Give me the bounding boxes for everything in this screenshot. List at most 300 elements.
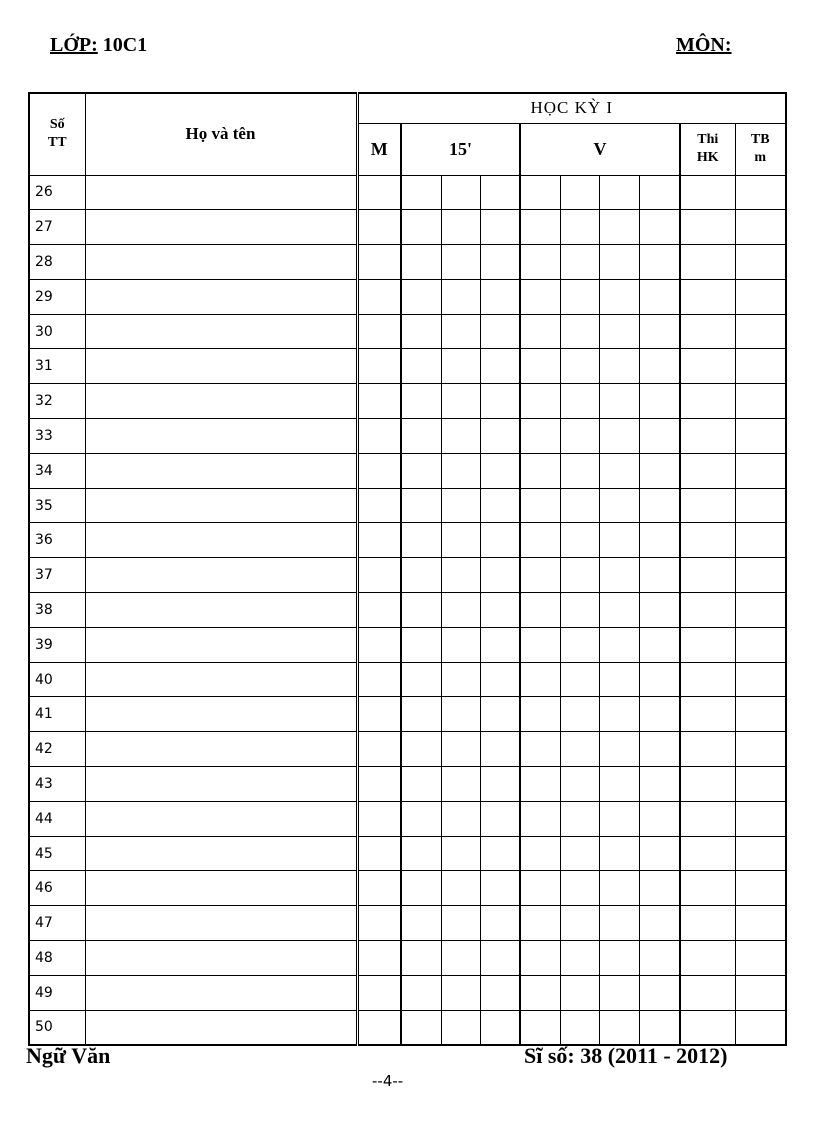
- grade-cell[interactable]: [735, 871, 786, 906]
- grade-cell[interactable]: [560, 697, 599, 732]
- grade-cell[interactable]: [357, 314, 401, 349]
- grade-cell[interactable]: [480, 1010, 520, 1045]
- name-cell[interactable]: [85, 1010, 357, 1045]
- grade-cell[interactable]: [680, 627, 735, 662]
- grade-cell[interactable]: [480, 419, 520, 454]
- grade-cell[interactable]: [639, 627, 680, 662]
- grade-cell[interactable]: [480, 871, 520, 906]
- name-cell[interactable]: [85, 627, 357, 662]
- grade-cell[interactable]: [639, 941, 680, 976]
- name-cell[interactable]: [85, 279, 357, 314]
- table-row: [29, 349, 786, 384]
- grade-cell[interactable]: [560, 245, 599, 280]
- grade-cell[interactable]: [735, 975, 786, 1010]
- table-row: [29, 1010, 786, 1045]
- grade-cell[interactable]: [520, 801, 560, 836]
- grade-cell[interactable]: [599, 314, 639, 349]
- grade-cell[interactable]: [480, 210, 520, 245]
- name-cell[interactable]: [85, 593, 357, 628]
- name-cell[interactable]: [85, 175, 357, 210]
- grade-cell[interactable]: [560, 871, 599, 906]
- grade-cell[interactable]: [520, 697, 560, 732]
- grade-cell[interactable]: [639, 697, 680, 732]
- grade-cell[interactable]: [680, 1010, 735, 1045]
- grade-cell[interactable]: [520, 767, 560, 802]
- grade-cell[interactable]: [357, 488, 401, 523]
- grade-cell[interactable]: [599, 558, 639, 593]
- grade-cell[interactable]: [441, 523, 480, 558]
- grade-cell[interactable]: [599, 419, 639, 454]
- name-cell[interactable]: [85, 697, 357, 732]
- grade-cell[interactable]: [599, 279, 639, 314]
- grade-cell[interactable]: [560, 627, 599, 662]
- name-cell[interactable]: [85, 941, 357, 976]
- grade-cell[interactable]: [560, 1010, 599, 1045]
- grade-cell[interactable]: [680, 871, 735, 906]
- grade-cell[interactable]: [357, 175, 401, 210]
- grade-cell[interactable]: [401, 906, 441, 941]
- name-cell[interactable]: [85, 732, 357, 767]
- grade-cell[interactable]: [520, 941, 560, 976]
- grade-cell[interactable]: [680, 906, 735, 941]
- grade-cell[interactable]: [357, 419, 401, 454]
- grade-cell[interactable]: [735, 488, 786, 523]
- grade-cell[interactable]: [441, 210, 480, 245]
- grade-cell[interactable]: [599, 801, 639, 836]
- grade-cell[interactable]: [639, 767, 680, 802]
- grade-cell[interactable]: [599, 384, 639, 419]
- grade-cell[interactable]: [357, 210, 401, 245]
- grade-cell[interactable]: [735, 593, 786, 628]
- grade-cell[interactable]: [441, 593, 480, 628]
- grade-cell[interactable]: [599, 523, 639, 558]
- grade-cell[interactable]: [441, 767, 480, 802]
- table-row: [29, 558, 786, 593]
- grade-cell[interactable]: [357, 558, 401, 593]
- grade-cell[interactable]: [520, 245, 560, 280]
- grade-cell[interactable]: [357, 836, 401, 871]
- grade-cell[interactable]: [401, 175, 441, 210]
- grade-cell[interactable]: [401, 801, 441, 836]
- grade-cell[interactable]: [735, 419, 786, 454]
- grade-cell[interactable]: [639, 801, 680, 836]
- grade-cell[interactable]: [441, 419, 480, 454]
- name-cell[interactable]: [85, 488, 357, 523]
- row-number: 37: [29, 558, 85, 593]
- grade-cell[interactable]: [480, 975, 520, 1010]
- grade-cell[interactable]: [639, 453, 680, 488]
- grade-cell[interactable]: [357, 593, 401, 628]
- grade-cell[interactable]: [480, 384, 520, 419]
- row-number: 31: [29, 349, 85, 384]
- grade-cell[interactable]: [441, 175, 480, 210]
- grade-cell[interactable]: [480, 836, 520, 871]
- grade-cell[interactable]: [401, 384, 441, 419]
- grade-cell[interactable]: [560, 175, 599, 210]
- grade-cell[interactable]: [639, 662, 680, 697]
- grade-cell[interactable]: [680, 175, 735, 210]
- grade-cell[interactable]: [639, 488, 680, 523]
- grade-cell[interactable]: [639, 349, 680, 384]
- grade-cell[interactable]: [520, 175, 560, 210]
- grade-cell[interactable]: [599, 245, 639, 280]
- grade-cell[interactable]: [680, 662, 735, 697]
- grade-cell[interactable]: [480, 349, 520, 384]
- grade-cell[interactable]: [441, 1010, 480, 1045]
- grade-cell[interactable]: [357, 384, 401, 419]
- grade-cell[interactable]: [560, 767, 599, 802]
- grade-cell[interactable]: [357, 767, 401, 802]
- grade-cell[interactable]: [560, 210, 599, 245]
- grade-cell[interactable]: [441, 279, 480, 314]
- grade-cell[interactable]: [680, 314, 735, 349]
- grade-cell[interactable]: [357, 662, 401, 697]
- row-number: 29: [29, 279, 85, 314]
- name-cell[interactable]: [85, 314, 357, 349]
- grade-cell[interactable]: [480, 279, 520, 314]
- grade-cell[interactable]: [441, 245, 480, 280]
- name-cell[interactable]: [85, 906, 357, 941]
- col-15-header: 15': [401, 123, 520, 175]
- grade-cell[interactable]: [680, 453, 735, 488]
- grade-cell[interactable]: [441, 906, 480, 941]
- grade-cell[interactable]: [560, 314, 599, 349]
- grade-cell[interactable]: [520, 593, 560, 628]
- grade-cell[interactable]: [735, 523, 786, 558]
- grade-cell[interactable]: [639, 175, 680, 210]
- name-cell[interactable]: [85, 523, 357, 558]
- grade-cell[interactable]: [735, 314, 786, 349]
- grade-cell[interactable]: [441, 871, 480, 906]
- row-number: 44: [29, 801, 85, 836]
- grade-cell[interactable]: [441, 697, 480, 732]
- grade-cell[interactable]: [735, 767, 786, 802]
- grade-cell[interactable]: [735, 662, 786, 697]
- grade-cell[interactable]: [599, 593, 639, 628]
- grade-cell[interactable]: [401, 697, 441, 732]
- grade-cell[interactable]: [480, 245, 520, 280]
- grade-cell[interactable]: [560, 941, 599, 976]
- grade-cell[interactable]: [520, 906, 560, 941]
- grade-cell[interactable]: [735, 558, 786, 593]
- grade-cell[interactable]: [441, 732, 480, 767]
- grade-cell[interactable]: [401, 941, 441, 976]
- grade-cell[interactable]: [520, 488, 560, 523]
- row-number: 39: [29, 627, 85, 662]
- grade-cell[interactable]: [639, 906, 680, 941]
- grade-cell[interactable]: [357, 732, 401, 767]
- grade-cell[interactable]: [560, 558, 599, 593]
- grade-cell[interactable]: [680, 279, 735, 314]
- grade-cell[interactable]: [639, 384, 680, 419]
- grade-cell[interactable]: [520, 1010, 560, 1045]
- grade-cell[interactable]: [599, 975, 639, 1010]
- grade-cell[interactable]: [735, 1010, 786, 1045]
- grade-cell[interactable]: [599, 697, 639, 732]
- table-row: [29, 767, 786, 802]
- grade-cell[interactable]: [735, 836, 786, 871]
- grade-cell[interactable]: [401, 488, 441, 523]
- name-header: Họ và tên: [85, 93, 357, 175]
- grade-cell[interactable]: [735, 697, 786, 732]
- grade-cell[interactable]: [520, 523, 560, 558]
- grade-cell[interactable]: [560, 662, 599, 697]
- grade-cell[interactable]: [480, 627, 520, 662]
- grade-cell[interactable]: [441, 558, 480, 593]
- grade-cell[interactable]: [680, 558, 735, 593]
- row-number: 35: [29, 488, 85, 523]
- grade-cell[interactable]: [639, 314, 680, 349]
- grade-cell[interactable]: [599, 941, 639, 976]
- table-row: [29, 906, 786, 941]
- grade-cell[interactable]: [520, 453, 560, 488]
- grade-cell[interactable]: [401, 210, 441, 245]
- grade-cell[interactable]: [441, 384, 480, 419]
- grade-cell[interactable]: [441, 314, 480, 349]
- grade-cell[interactable]: [560, 419, 599, 454]
- name-cell[interactable]: [85, 836, 357, 871]
- grade-cell[interactable]: [680, 488, 735, 523]
- grade-cell[interactable]: [357, 801, 401, 836]
- grade-cell[interactable]: [560, 488, 599, 523]
- grade-cell[interactable]: [680, 801, 735, 836]
- grade-cell[interactable]: [520, 836, 560, 871]
- grade-cell[interactable]: [401, 627, 441, 662]
- grade-cell[interactable]: [639, 732, 680, 767]
- grade-cell[interactable]: [480, 767, 520, 802]
- grade-cell[interactable]: [441, 941, 480, 976]
- grade-cell[interactable]: [680, 941, 735, 976]
- grade-cell[interactable]: [480, 662, 520, 697]
- grade-cell[interactable]: [735, 627, 786, 662]
- grade-cell[interactable]: [357, 975, 401, 1010]
- grade-cell[interactable]: [680, 732, 735, 767]
- grade-cell[interactable]: [520, 662, 560, 697]
- grade-cell[interactable]: [441, 488, 480, 523]
- grade-cell[interactable]: [401, 767, 441, 802]
- grade-cell[interactable]: [639, 523, 680, 558]
- grade-cell[interactable]: [599, 1010, 639, 1045]
- grade-cell[interactable]: [735, 245, 786, 280]
- grade-cell[interactable]: [560, 453, 599, 488]
- grade-cell[interactable]: [357, 279, 401, 314]
- grade-cell[interactable]: [520, 871, 560, 906]
- grade-cell[interactable]: [441, 349, 480, 384]
- name-cell[interactable]: [85, 801, 357, 836]
- grade-cell[interactable]: [520, 314, 560, 349]
- grade-cell[interactable]: [401, 871, 441, 906]
- grade-cell[interactable]: [680, 245, 735, 280]
- name-cell[interactable]: [85, 419, 357, 454]
- grade-cell[interactable]: [560, 975, 599, 1010]
- grade-cell[interactable]: [560, 732, 599, 767]
- grade-cell[interactable]: [357, 245, 401, 280]
- grade-cell[interactable]: [639, 245, 680, 280]
- name-cell[interactable]: [85, 662, 357, 697]
- grade-cell[interactable]: [401, 349, 441, 384]
- grade-cell[interactable]: [441, 453, 480, 488]
- grade-cell[interactable]: [520, 419, 560, 454]
- grade-cell[interactable]: [735, 906, 786, 941]
- row-number: 40: [29, 662, 85, 697]
- grade-cell[interactable]: [680, 523, 735, 558]
- grade-cell[interactable]: [401, 558, 441, 593]
- grade-cell[interactable]: [480, 732, 520, 767]
- grade-cell[interactable]: [560, 384, 599, 419]
- grade-cell[interactable]: [680, 975, 735, 1010]
- grade-cell[interactable]: [735, 349, 786, 384]
- grade-cell[interactable]: [520, 210, 560, 245]
- row-number: 26: [29, 175, 85, 210]
- grade-cell[interactable]: [441, 627, 480, 662]
- grade-cell[interactable]: [357, 941, 401, 976]
- grade-cell[interactable]: [401, 836, 441, 871]
- grade-cell[interactable]: [357, 1010, 401, 1045]
- grade-cell[interactable]: [401, 975, 441, 1010]
- grade-cell[interactable]: [735, 175, 786, 210]
- grade-cell[interactable]: [480, 523, 520, 558]
- row-number: 49: [29, 975, 85, 1010]
- grade-cell[interactable]: [357, 697, 401, 732]
- grade-cell[interactable]: [680, 767, 735, 802]
- grade-cell[interactable]: [480, 488, 520, 523]
- grade-cell[interactable]: [560, 836, 599, 871]
- col-v-header: V: [520, 123, 680, 175]
- grade-cell[interactable]: [599, 767, 639, 802]
- grade-cell[interactable]: [599, 836, 639, 871]
- grade-cell[interactable]: [357, 453, 401, 488]
- grade-cell[interactable]: [480, 906, 520, 941]
- grade-cell[interactable]: [401, 523, 441, 558]
- grade-cell[interactable]: [520, 627, 560, 662]
- grade-cell[interactable]: [735, 801, 786, 836]
- name-cell[interactable]: [85, 558, 357, 593]
- name-cell[interactable]: [85, 384, 357, 419]
- grade-cell[interactable]: [401, 593, 441, 628]
- grade-cell[interactable]: [599, 175, 639, 210]
- grade-cell[interactable]: [599, 906, 639, 941]
- grade-cell[interactable]: [599, 453, 639, 488]
- name-cell[interactable]: [85, 349, 357, 384]
- grade-cell[interactable]: [560, 801, 599, 836]
- grade-cell[interactable]: [735, 210, 786, 245]
- grade-cell[interactable]: [639, 279, 680, 314]
- grade-cell[interactable]: [599, 662, 639, 697]
- grade-cell[interactable]: [520, 279, 560, 314]
- grade-cell[interactable]: [639, 558, 680, 593]
- name-cell[interactable]: [85, 871, 357, 906]
- grade-cell[interactable]: [599, 488, 639, 523]
- grade-cell[interactable]: [480, 175, 520, 210]
- grade-cell[interactable]: [401, 419, 441, 454]
- grade-cell[interactable]: [639, 975, 680, 1010]
- grade-cell[interactable]: [401, 453, 441, 488]
- grade-cell[interactable]: [480, 697, 520, 732]
- grade-cell[interactable]: [680, 349, 735, 384]
- grade-cell[interactable]: [401, 662, 441, 697]
- grade-cell[interactable]: [735, 941, 786, 976]
- table-row: [29, 453, 786, 488]
- class-value: 10C1: [102, 34, 148, 56]
- grade-cell[interactable]: [401, 279, 441, 314]
- name-cell[interactable]: [85, 767, 357, 802]
- table-row: [29, 210, 786, 245]
- grade-cell[interactable]: [639, 1010, 680, 1045]
- grade-cell[interactable]: [520, 558, 560, 593]
- grade-cell[interactable]: [599, 627, 639, 662]
- grade-cell[interactable]: [401, 732, 441, 767]
- grade-cell[interactable]: [735, 453, 786, 488]
- col-m-header: M: [357, 123, 401, 175]
- grade-cell[interactable]: [480, 941, 520, 976]
- grade-cell[interactable]: [735, 384, 786, 419]
- grade-cell[interactable]: [520, 732, 560, 767]
- name-cell[interactable]: [85, 453, 357, 488]
- grade-cell[interactable]: [560, 593, 599, 628]
- grade-cell[interactable]: [357, 523, 401, 558]
- grade-cell[interactable]: [680, 419, 735, 454]
- grade-cell[interactable]: [639, 593, 680, 628]
- grade-cell[interactable]: [560, 279, 599, 314]
- grade-cell[interactable]: [599, 210, 639, 245]
- grade-cell[interactable]: [639, 419, 680, 454]
- grade-cell[interactable]: [480, 801, 520, 836]
- grade-cell[interactable]: [680, 384, 735, 419]
- grade-cell[interactable]: [639, 871, 680, 906]
- grade-cell[interactable]: [520, 975, 560, 1010]
- grade-cell[interactable]: [639, 836, 680, 871]
- grade-cell[interactable]: [357, 627, 401, 662]
- name-cell[interactable]: [85, 210, 357, 245]
- grade-cell[interactable]: [599, 349, 639, 384]
- grade-cell[interactable]: [480, 593, 520, 628]
- grade-cell[interactable]: [560, 349, 599, 384]
- grade-cell[interactable]: [480, 314, 520, 349]
- grade-cell[interactable]: [401, 245, 441, 280]
- grade-cell[interactable]: [735, 279, 786, 314]
- grade-cell[interactable]: [599, 871, 639, 906]
- grade-cell[interactable]: [441, 662, 480, 697]
- grade-cell[interactable]: [401, 314, 441, 349]
- grade-cell[interactable]: [357, 871, 401, 906]
- grade-cell[interactable]: [441, 836, 480, 871]
- grade-cell[interactable]: [441, 975, 480, 1010]
- grade-cell[interactable]: [639, 210, 680, 245]
- grade-cell[interactable]: [680, 210, 735, 245]
- grade-cell[interactable]: [680, 593, 735, 628]
- table-row: [29, 941, 786, 976]
- grade-cell[interactable]: [520, 384, 560, 419]
- name-cell[interactable]: [85, 245, 357, 280]
- grade-cell[interactable]: [357, 349, 401, 384]
- grade-cell[interactable]: [480, 453, 520, 488]
- class-label: LỚP:: [50, 34, 98, 56]
- table-row: [29, 593, 786, 628]
- grade-cell[interactable]: [599, 732, 639, 767]
- name-cell[interactable]: [85, 975, 357, 1010]
- grade-cell[interactable]: [680, 836, 735, 871]
- grade-cell[interactable]: [680, 697, 735, 732]
- grade-cell[interactable]: [735, 732, 786, 767]
- grade-cell[interactable]: [560, 906, 599, 941]
- grade-cell[interactable]: [441, 801, 480, 836]
- stt-header-line2: TT: [47, 135, 67, 151]
- grade-cell[interactable]: [401, 1010, 441, 1045]
- grade-cell[interactable]: [560, 523, 599, 558]
- grade-cell[interactable]: [480, 558, 520, 593]
- grade-cell[interactable]: [520, 349, 560, 384]
- grade-cell[interactable]: [357, 906, 401, 941]
